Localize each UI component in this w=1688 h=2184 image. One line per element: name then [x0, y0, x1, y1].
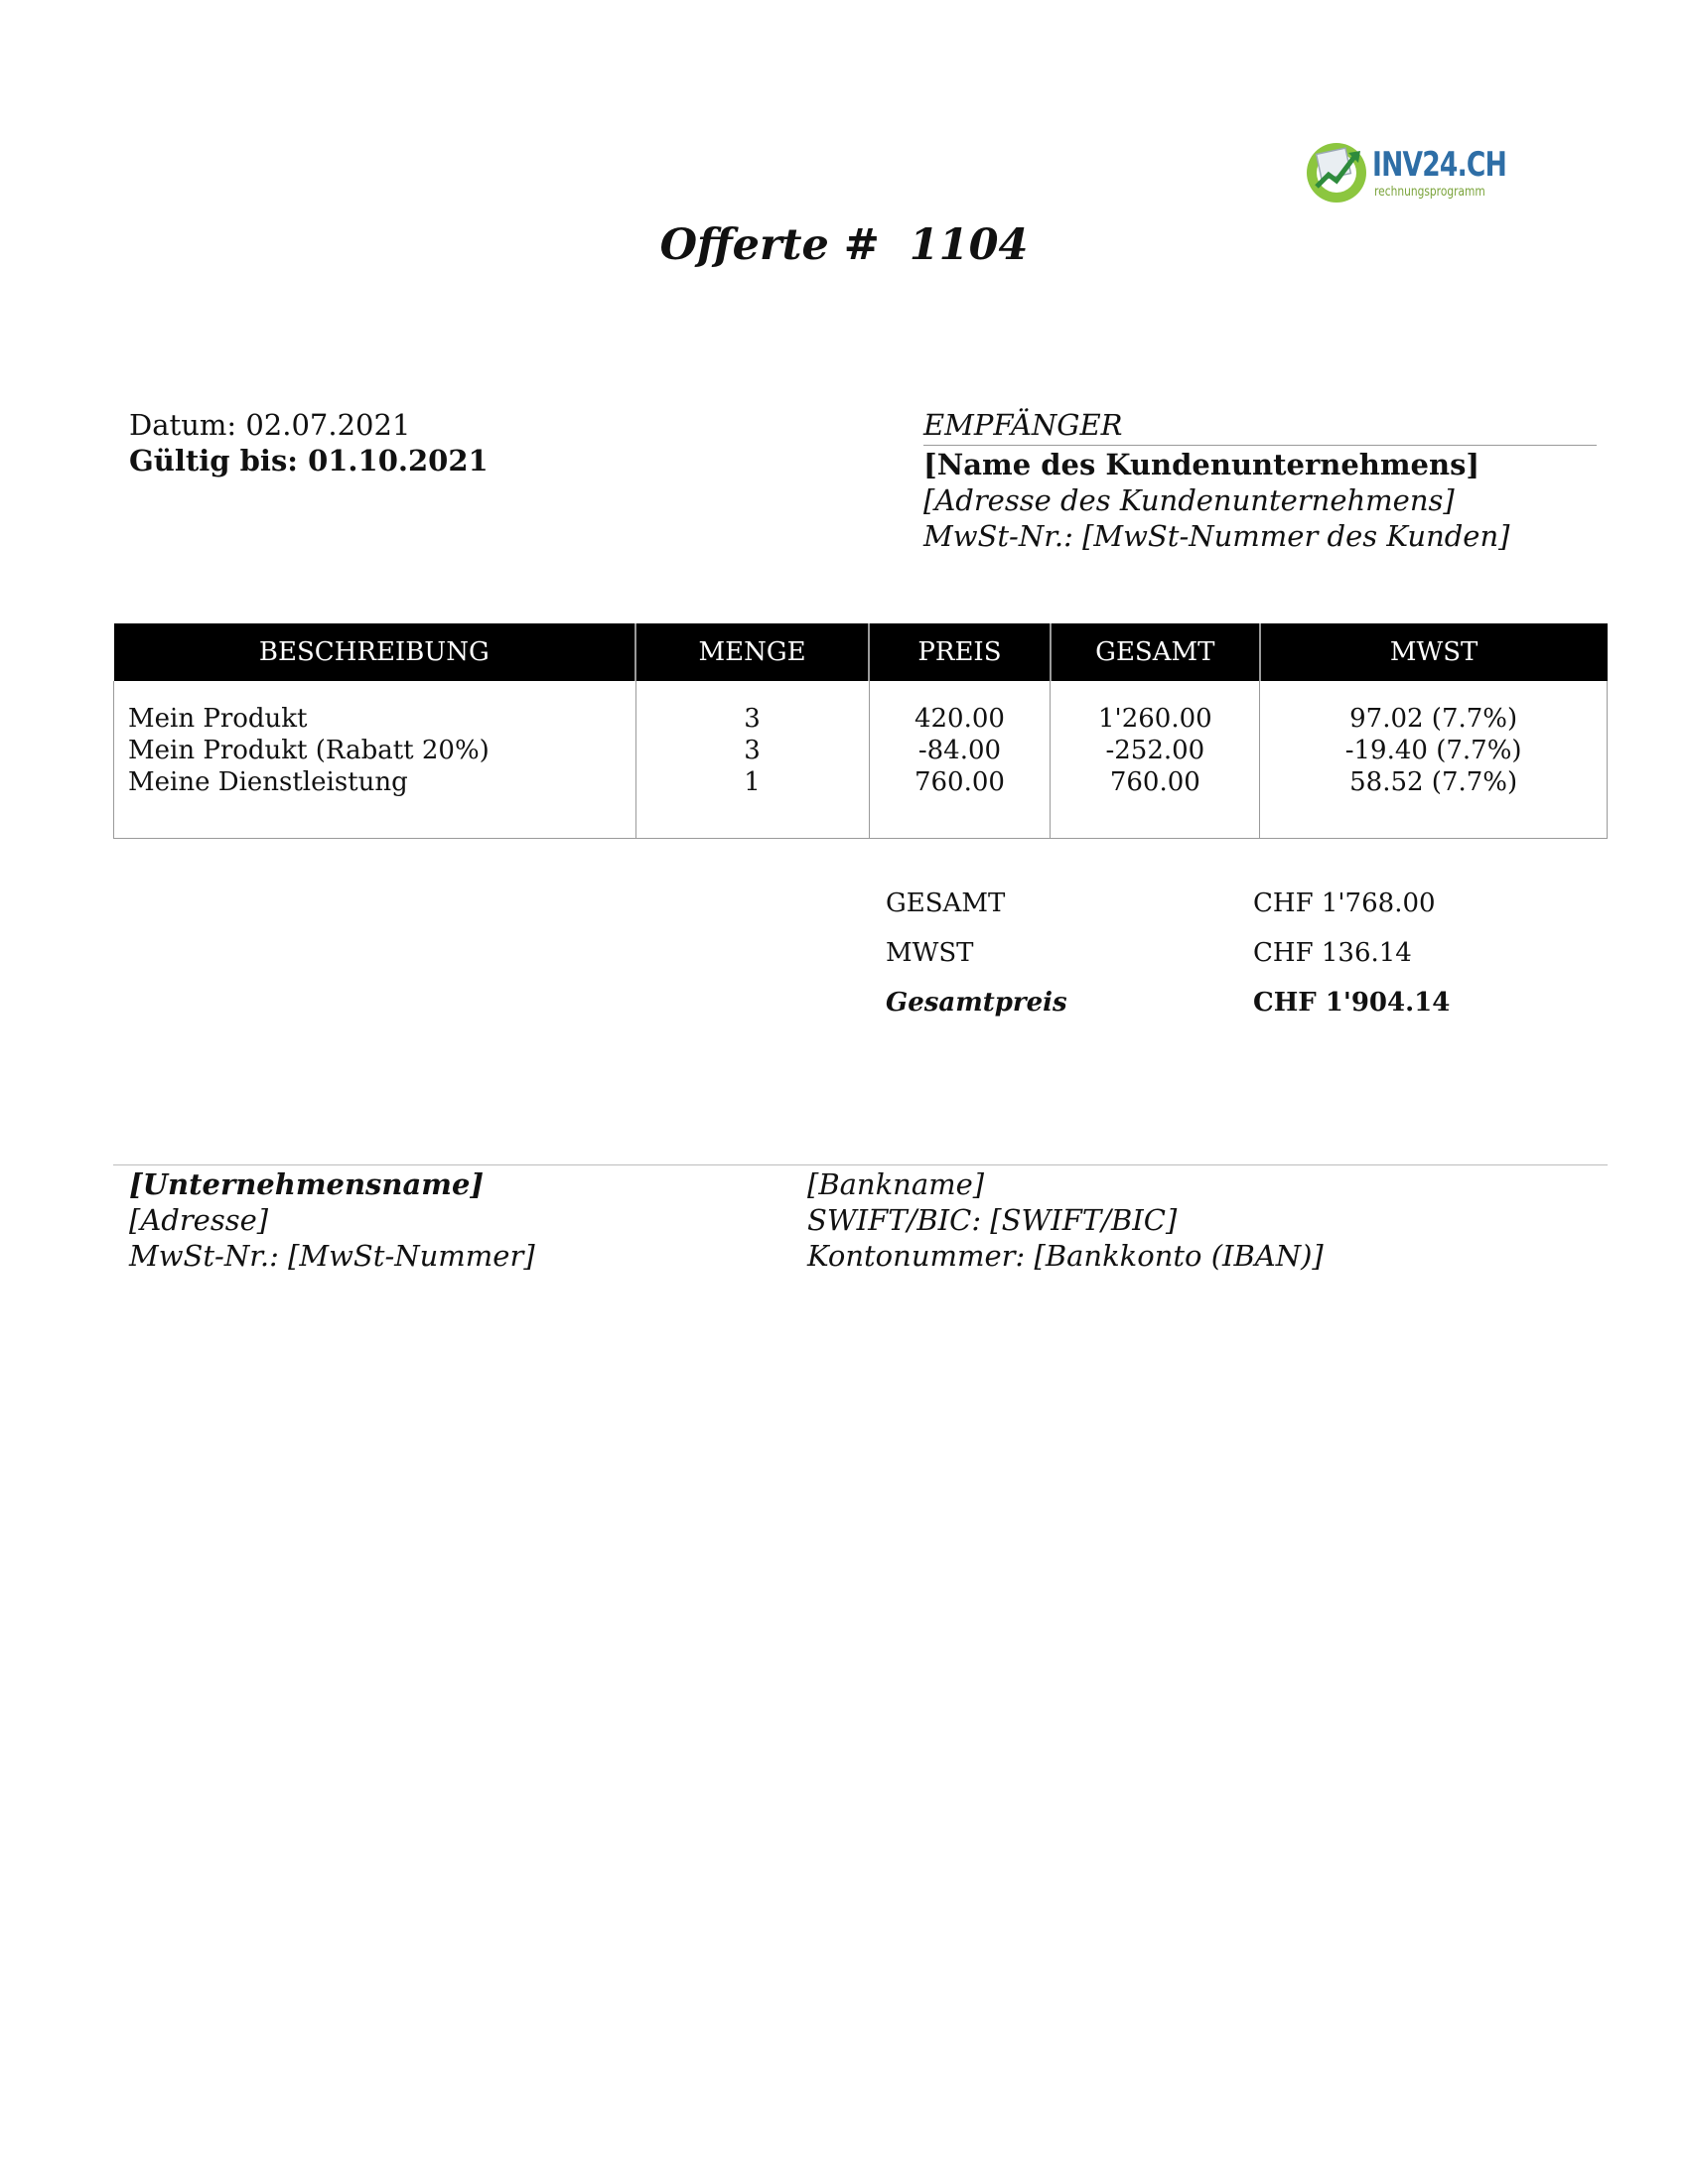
item-price: 760.00	[914, 767, 1005, 797]
footer-bank-name: [Bankname]	[807, 1167, 985, 1201]
document-title: Offerte # 1104	[659, 220, 1029, 270]
logo-name: INV24.CH	[1372, 145, 1506, 185]
item-quantity: 3	[744, 704, 761, 734]
item-total: 1'260.00	[1098, 704, 1212, 734]
col-header-description: BESCHREIBUNG	[114, 623, 636, 681]
footer-bank-info	[807, 1166, 1324, 1274]
footer-swift: SWIFT/BIC: [SWIFT/BIC]	[807, 1203, 1178, 1237]
logo-tagline: rechnungsprogramm	[1374, 185, 1485, 200]
vat-label: MWST	[886, 938, 974, 968]
item-vat: 97.02 (7.7%)	[1349, 704, 1518, 734]
footer-company-vat: MwSt-Nr.: [MwSt-Nummer]	[129, 1239, 535, 1273]
recipient-label: EMPFÄNGER	[923, 408, 1123, 442]
line-items-table	[113, 623, 1608, 839]
recipient-vat: MwSt-Nr.: [MwSt-Nummer des Kunden]	[923, 519, 1510, 553]
footer-account: Kontonummer: [Bankkonto (IBAN)]	[807, 1239, 1324, 1273]
item-description: Mein Produkt (Rabatt 20%)	[128, 736, 490, 765]
col-header-quantity: MENGE	[635, 623, 869, 681]
grand-total-row	[886, 988, 1451, 1037]
offer-meta	[129, 407, 489, 478]
footer-company-info	[129, 1166, 535, 1274]
item-vat: -19.40 (7.7%)	[1344, 736, 1522, 765]
item-price: 420.00	[914, 704, 1005, 734]
col-header-price: PREIS	[869, 623, 1051, 681]
vat-row	[886, 938, 1442, 988]
totals-block	[886, 888, 1451, 1037]
item-description: Meine Dienstleistung	[128, 767, 408, 797]
table-header-row	[114, 623, 1608, 681]
price-cell	[869, 681, 1051, 838]
recipient-block	[923, 407, 1597, 554]
recipient-divider	[923, 445, 1597, 446]
grand-total-value: CHF 1'904.14	[1253, 988, 1451, 1018]
table-row	[114, 681, 1608, 838]
col-header-vat: MWST	[1260, 623, 1608, 681]
col-header-total: GESAMT	[1051, 623, 1260, 681]
footer-company-name: [Unternehmensname]	[129, 1167, 485, 1201]
footer-company-address: [Adresse]	[129, 1203, 269, 1237]
offer-valid-until: Gültig bis: 01.10.2021	[129, 444, 489, 478]
item-quantity: 3	[744, 736, 761, 765]
item-description: Mein Produkt	[128, 704, 308, 734]
item-quantity: 1	[744, 767, 761, 797]
item-total: 760.00	[1109, 767, 1200, 797]
recipient-name: [Name des Kundenunternehmens]	[923, 448, 1480, 481]
description-cell	[114, 681, 636, 838]
footer-divider	[113, 1164, 1608, 1165]
grand-total-label: Gesamtpreis	[886, 988, 1067, 1018]
subtotal-value: CHF 1'768.00	[1253, 888, 1436, 918]
item-total: -252.00	[1105, 736, 1205, 765]
company-logo	[1303, 135, 1506, 210]
quantity-cell	[635, 681, 869, 838]
offer-date: Datum: 02.07.2021	[129, 408, 411, 442]
item-vat: 58.52 (7.7%)	[1349, 767, 1518, 797]
total-cell	[1051, 681, 1260, 838]
recipient-address: [Adresse des Kundenunternehmens]	[923, 483, 1455, 517]
item-price: -84.00	[917, 736, 1002, 765]
logo-emblem-icon	[1303, 135, 1370, 206]
subtotal-row	[886, 888, 1442, 938]
vat-value: CHF 136.14	[1253, 938, 1412, 968]
vat-cell	[1260, 681, 1608, 838]
subtotal-label: GESAMT	[886, 888, 1006, 918]
